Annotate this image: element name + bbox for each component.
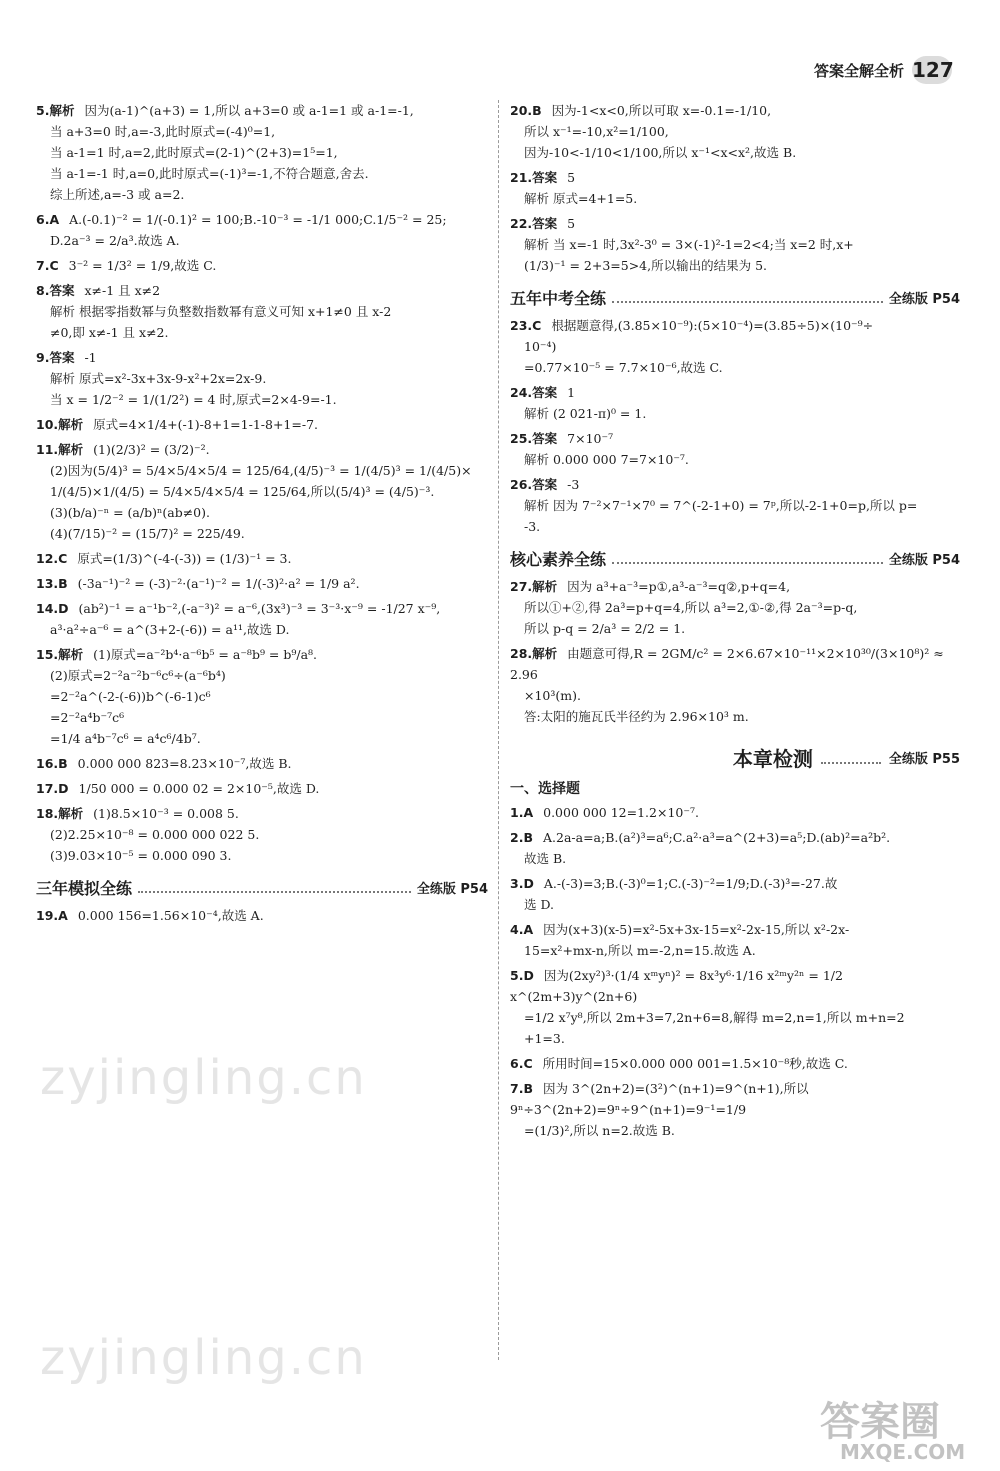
answer-item: [36, 100, 488, 205]
answer-label: 3.D: [510, 876, 534, 891]
answer-text: 原式=(1/3)^(-4-(-3)) = (1/3)⁻¹ = 3.: [77, 551, 292, 566]
answer-text: 选 D.: [524, 897, 555, 912]
answer-label: 12.C: [36, 551, 68, 566]
answer-item: [510, 643, 960, 727]
answer-line: [36, 389, 488, 410]
section-title: 三年模拟全练: [36, 879, 133, 898]
answer-text: 解析 0.000 000 7=7×10⁻⁷.: [524, 452, 689, 467]
answer-line: [36, 100, 488, 121]
answer-item: [510, 576, 960, 639]
answer-text: 0.000 156=1.56×10⁻⁴,故选 A.: [77, 908, 264, 923]
answer-text: 所以 p-q = 2/a³ = 2/2 = 1.: [524, 621, 686, 636]
answer-text: =1/4 a⁴b⁻⁷c⁶ = a⁴c⁶/4b⁷.: [50, 731, 201, 746]
answer-text: A.2a-a=a;B.(a²)³=a⁶;C.a²·a³=a^(2+3)=a⁵;D.(ab)²=a²b².: [542, 830, 891, 845]
answer-line: [510, 403, 960, 424]
answer-item: [510, 428, 960, 470]
subsection-title: 一、选择题: [510, 781, 580, 797]
answer-label: 26.答案: [510, 477, 558, 492]
answer-item: [36, 280, 488, 343]
answer-text: 因为(2xy²)³·(1/4 xᵐyⁿ)² = 8x³y⁶·1/16 x²ᵐy²ⁿ = 1/2 x^(2m+3)y^(2n+6): [510, 968, 847, 1004]
answer-text: 因为(x+3)(x-5)=x²-5x+3x-15=x²-2x-15,所以 x²-2x-: [543, 922, 850, 937]
answer-label: 22.答案: [510, 216, 558, 231]
answer-text: 3⁻² = 1/3² = 1/9,故选 C.: [68, 258, 217, 273]
answer-line: [36, 142, 488, 163]
answer-text: 当 x = 1/2⁻² = 1/(1/2²) = 4 时,原式=2×4-9=-1.: [50, 392, 337, 407]
answer-label: 27.解析: [510, 579, 558, 594]
dotted-leader: [612, 554, 883, 564]
left-answer-list-2: [36, 905, 488, 926]
answer-text: (2)原式=2⁻²a⁻²b⁻⁶c⁶÷(a⁻⁶b⁴): [50, 668, 226, 683]
answer-label: 15.解析: [36, 647, 84, 662]
answer-label: 5.D: [510, 968, 534, 983]
answer-label: 28.解析: [510, 646, 558, 661]
answer-item: [36, 255, 488, 276]
answer-item: [36, 347, 488, 410]
answer-text: 根据题意得,(3.85×10⁻⁹):(5×10⁻⁴)=(3.85÷5)×(10⁻⁹÷: [551, 318, 874, 333]
answer-text: 所以①+②,得 2a³=p+q=4,所以 a³=2,①-②,得 2a⁻³=p-q,: [524, 600, 858, 615]
answer-line: [510, 255, 960, 276]
answer-item: [36, 803, 488, 866]
answer-label: 24.答案: [510, 385, 558, 400]
answer-line: [510, 848, 960, 869]
answer-label: 4.A: [510, 922, 534, 937]
answer-text: =0.77×10⁻⁵ = 7.7×10⁻⁶,故选 C.: [524, 360, 723, 375]
answer-text: (3)9.03×10⁻⁵ = 0.000 090 3.: [50, 848, 232, 863]
right-answer-list-2: [510, 315, 960, 537]
section-title: 核心素养全练: [510, 550, 607, 569]
answer-line: [36, 322, 488, 343]
answer-text: 所用时间=15×0.000 000 001=1.5×10⁻⁸秒,故选 C.: [542, 1056, 848, 1071]
left-answer-list: [36, 100, 488, 866]
answer-line: [36, 803, 488, 824]
answer-line: [510, 315, 960, 336]
answer-label: 16.B: [36, 756, 68, 771]
answer-label: 11.解析: [36, 442, 84, 457]
answer-text: (1/3)⁻¹ = 2+3=5>4,所以输出的结果为 5.: [524, 258, 768, 273]
answer-text: 1/50 000 = 0.000 02 = 2×10⁻⁵,故选 D.: [78, 781, 320, 796]
answer-line: [36, 460, 488, 481]
answer-text: -3: [567, 477, 580, 492]
answer-line: [36, 845, 488, 866]
answer-line: [510, 1120, 960, 1141]
answer-item: [510, 802, 960, 823]
answer-text: 5: [567, 170, 576, 185]
answer-text: 因为 a³+a⁻³=p①,a³-a⁻³=q②,p+q=4,: [567, 579, 791, 594]
answer-label: 21.答案: [510, 170, 558, 185]
section-header-core: [510, 547, 960, 570]
answer-text: (2)2.25×10⁻⁸ = 0.000 000 022 5.: [50, 827, 260, 842]
dotted-leader: [821, 752, 881, 764]
answer-line: [36, 824, 488, 845]
answer-item: [36, 598, 488, 640]
answer-item: [510, 100, 960, 163]
answer-line: [510, 919, 960, 940]
answer-line: [36, 301, 488, 322]
right-answer-list-4: [510, 802, 960, 1141]
answer-line: [36, 184, 488, 205]
answer-text: (1)原式=a⁻²b⁴·a⁻⁶b⁵ = a⁻⁸b⁹ = b⁹/a⁸.: [93, 647, 318, 662]
answer-line: [510, 873, 960, 894]
answer-text: 解析 因为 7⁻²×7⁻¹×7⁰ = 7^(-2-1+0) = 7ᵖ,所以-2-1+0=p,所以 p=: [524, 498, 918, 513]
answer-label: 5.解析: [36, 103, 75, 118]
answer-item: [510, 919, 960, 961]
answer-label: 17.D: [36, 781, 69, 796]
section-ref: 全练版 P54: [888, 553, 960, 568]
answer-label: 2.B: [510, 830, 533, 845]
page-header: [814, 56, 952, 84]
answer-line: [510, 597, 960, 618]
answer-line: [510, 516, 960, 537]
answer-item: [510, 1078, 960, 1141]
answer-item: [36, 905, 488, 926]
answer-text: ×10³(m).: [524, 688, 581, 703]
answer-text: (4)(7/15)⁻² = (15/7)² = 225/49.: [50, 526, 245, 541]
answer-line: [510, 685, 960, 706]
section-ref: 全练版 P54: [416, 882, 488, 897]
page-number: 127: [912, 58, 954, 82]
answer-text: 5: [567, 216, 576, 231]
answer-text: (3)(b/a)⁻ⁿ = (a/b)ⁿ(ab≠0).: [50, 505, 210, 520]
answer-line: [36, 753, 488, 774]
answer-text: (2)因为(5/4)³ = 5/4×5/4×5/4 = 125/64,(4/5)⁻³ = 1/(4/5)³ = 1/(4/5)×: [50, 463, 472, 478]
answer-item: [510, 965, 960, 1049]
answer-item: [36, 439, 488, 544]
answer-text: 故选 B.: [524, 851, 567, 866]
answer-label: 10.解析: [36, 417, 84, 432]
answer-line: [510, 1078, 960, 1120]
answer-line: [36, 368, 488, 389]
answer-line: [510, 234, 960, 255]
section-ref: 全练版 P54: [888, 292, 960, 307]
answer-item: [510, 827, 960, 869]
answer-item: [36, 573, 488, 594]
answer-text: -3.: [524, 519, 541, 534]
chapter-header: [510, 743, 960, 772]
answer-text: (ab²)⁻¹ = a⁻¹b⁻²,(-a⁻³)² = a⁻⁶,(3x³)⁻³ = 3⁻³·x⁻⁹ = -1/27 x⁻⁹,: [78, 601, 441, 616]
answer-text: 因为(a-1)^(a+3) = 1,所以 a+3=0 或 a-1=1 或 a-1=-1,: [84, 103, 414, 118]
watermark-stamp: 答案圈: [820, 1399, 940, 1445]
left-column: [36, 100, 488, 930]
answer-text: (-3a⁻¹)⁻² = (-3)⁻²·(a⁻¹)⁻² = 1/(-3)²·a² = 1/9 a².: [77, 576, 360, 591]
answer-text: =2⁻²a⁴b⁻⁷c⁶: [50, 710, 125, 725]
answer-text: 7×10⁻⁷: [567, 431, 614, 446]
watermark-text: zyjingling.cn: [40, 1330, 367, 1386]
answer-line: [36, 573, 488, 594]
answer-text: ≠0,即 x≠-1 且 x≠2.: [50, 325, 169, 340]
answer-label: 7.B: [510, 1081, 533, 1096]
answer-line: [36, 481, 488, 502]
answer-label: 1.A: [510, 805, 534, 820]
answer-line: [510, 188, 960, 209]
answer-line: [510, 576, 960, 597]
chapter-title: 本章检测: [732, 747, 813, 771]
right-answer-list: [510, 100, 960, 276]
answer-line: [36, 548, 488, 569]
answer-line: [510, 167, 960, 188]
answer-label: 23.C: [510, 318, 542, 333]
answer-line: [510, 940, 960, 961]
answer-line: [510, 449, 960, 470]
answer-line: [36, 439, 488, 460]
answer-line: [36, 665, 488, 686]
answer-line: [36, 523, 488, 544]
answer-line: [510, 428, 960, 449]
answer-line: [510, 213, 960, 234]
answer-text: 当 a-1=-1 时,a=0,此时原式=(-1)³=-1,不符合题意,舍去.: [50, 166, 369, 181]
answer-item: [510, 213, 960, 276]
answer-line: [510, 1007, 960, 1028]
answer-text: 1/(4/5)×1/(4/5) = 5/4×5/4×5/4 = 125/64,所以(5/4)³ = (4/5)⁻³.: [50, 484, 435, 499]
answer-line: [510, 802, 960, 823]
answer-item: [510, 474, 960, 537]
answer-line: [36, 728, 488, 749]
answer-text: x≠-1 且 x≠2: [84, 283, 161, 298]
dotted-leader: [612, 293, 883, 303]
answer-line: [36, 686, 488, 707]
answer-item: [36, 414, 488, 435]
answer-item: [510, 873, 960, 915]
answer-line: [510, 965, 960, 1007]
answer-line: [36, 230, 488, 251]
answer-text: 解析 (2 021-π)⁰ = 1.: [524, 406, 647, 421]
answer-label: 14.D: [36, 601, 69, 616]
answer-item: [510, 167, 960, 209]
answer-text: 解析 根据零指数幂与负整数指数幂有意义可知 x+1≠0 且 x-2: [50, 304, 392, 319]
header-title: 答案全解全析: [813, 61, 904, 80]
answer-text: 10⁻⁴): [524, 339, 557, 354]
answer-label: 9.答案: [36, 350, 75, 365]
answer-label: 13.B: [36, 576, 68, 591]
answer-label: 20.B: [510, 103, 542, 118]
answer-line: [36, 619, 488, 640]
answer-text: 因为 3^(2n+2)=(3²)^(n+1)=9^(n+1),所以 9ⁿ÷3^(2n+2)=9ⁿ÷9^(n+1)=9⁻¹=1/9: [510, 1081, 813, 1117]
answer-label: 25.答案: [510, 431, 558, 446]
answer-item: [510, 382, 960, 424]
answer-text: 原式=4×1/4+(-1)-8+1=1-1-8+1=-7.: [93, 417, 319, 432]
answer-line: [36, 905, 488, 926]
answer-text: 解析 原式=x²-3x+3x-9-x²+2x=2x-9.: [50, 371, 267, 386]
answer-line: [510, 495, 960, 516]
answer-text: 因为-1<x<0,所以可取 x=-0.1=-1/10,: [551, 103, 772, 118]
answer-text: =(1/3)²,所以 n=2.故选 B.: [524, 1123, 675, 1138]
answer-line: [510, 894, 960, 915]
answer-item: [36, 753, 488, 774]
answer-text: 所以 x⁻¹=-10,x²=1/100,: [524, 124, 669, 139]
answer-text: A.-(-3)=3;B.(-3)⁰=1;C.(-3)⁻²=1/9;D.(-3)³=-27.故: [543, 876, 838, 891]
chapter-ref: 全练版 P55: [888, 752, 960, 767]
answer-text: (1)(2/3)² = (3/2)⁻².: [93, 442, 210, 457]
answer-text: 当 a-1=1 时,a=2,此时原式=(2-1)^(2+3)=1⁵=1,: [50, 145, 338, 160]
answer-line: [510, 142, 960, 163]
dotted-leader: [138, 883, 411, 893]
answer-line: [510, 618, 960, 639]
answer-text: a³·a²÷a⁻⁶ = a^(3+2-(-6)) = a¹¹,故选 D.: [50, 622, 290, 637]
column-divider: [498, 100, 499, 1360]
answer-line: [36, 347, 488, 368]
answer-line: [36, 280, 488, 301]
answer-line: [36, 502, 488, 523]
answer-line: [510, 357, 960, 378]
answer-text: 0.000 000 12=1.2×10⁻⁷.: [543, 805, 699, 820]
answer-text: -1: [84, 350, 97, 365]
answer-line: [510, 336, 960, 357]
answer-text: 因为-10<-1/10<1/100,所以 x⁻¹<x<x²,故选 B.: [524, 145, 797, 160]
answer-text: =1/2 x⁷y⁸,所以 2m+3=7,2n+6=8,解得 m=2,n=1,所以 m+n=2: [524, 1010, 905, 1025]
watermark-site: MXQE.COM: [840, 1440, 966, 1464]
section-header-five-year: [510, 286, 960, 309]
answer-line: [510, 121, 960, 142]
section-title: 五年中考全练: [510, 289, 607, 308]
answer-line: [36, 778, 488, 799]
answer-line: [36, 163, 488, 184]
answer-text: (1)8.5×10⁻³ = 0.008 5.: [93, 806, 239, 821]
answer-line: [36, 209, 488, 230]
answer-item: [510, 315, 960, 378]
answer-text: 15=x²+mx-n,所以 m=-2,n=15.故选 A.: [524, 943, 756, 958]
answer-line: [36, 598, 488, 619]
answer-item: [36, 548, 488, 569]
answer-line: [36, 644, 488, 665]
answer-text: D.2a⁻³ = 2/a³.故选 A.: [50, 233, 180, 248]
answer-text: 解析 原式=4+1=5.: [524, 191, 638, 206]
answer-text: 由题意可得,R = 2GM/c² = 2×6.67×10⁻¹¹×2×10³⁰/(3×10⁸)² ≈ 2.96: [510, 646, 948, 682]
answer-line: [36, 707, 488, 728]
right-answer-list-3: [510, 576, 960, 727]
answer-text: 0.000 000 823=8.23×10⁻⁷,故选 B.: [77, 756, 292, 771]
answer-text: 解析 当 x=-1 时,3x²-3⁰ = 3×(-1)²-1=2<4;当 x=2 时,x+: [524, 237, 854, 252]
answer-line: [36, 255, 488, 276]
answer-item: [36, 644, 488, 749]
answer-label: 18.解析: [36, 806, 84, 821]
answer-text: 答:太阳的施瓦氏半径约为 2.96×10³ m.: [524, 709, 749, 724]
answer-line: [510, 100, 960, 121]
answer-label: 7.C: [36, 258, 59, 273]
answer-label: 6.C: [510, 1056, 533, 1071]
answer-line: [510, 382, 960, 403]
watermark-text: zyjingling.cn: [40, 1050, 367, 1106]
answer-text: =2⁻²a^(-2-(-6))b^(-6-1)c⁶: [50, 689, 211, 704]
answer-item: [36, 209, 488, 251]
answer-item: [510, 1053, 960, 1074]
answer-text: A.(-0.1)⁻² = 1/(-0.1)² = 100;B.-10⁻³ = -1/1 000;C.1/5⁻² = 25;: [69, 212, 447, 227]
right-column: [510, 100, 960, 1145]
answer-label: 19.A: [36, 908, 68, 923]
answer-text: 当 a+3=0 时,a=-3,此时原式=(-4)⁰=1,: [50, 124, 276, 139]
answer-line: [510, 827, 960, 848]
answer-line: [510, 643, 960, 685]
answer-line: [510, 474, 960, 495]
answer-line: [36, 414, 488, 435]
answer-text: +1=3.: [524, 1031, 565, 1046]
answer-line: [510, 706, 960, 727]
answer-item: [36, 778, 488, 799]
answer-line: [36, 121, 488, 142]
answer-label: 6.A: [36, 212, 60, 227]
answer-line: [510, 1053, 960, 1074]
answer-text: 综上所述,a=-3 或 a=2.: [50, 187, 185, 202]
answer-text: 1: [567, 385, 576, 400]
answer-line: [510, 1028, 960, 1049]
section-header-three-year: [36, 876, 488, 899]
answer-label: 8.答案: [36, 283, 75, 298]
